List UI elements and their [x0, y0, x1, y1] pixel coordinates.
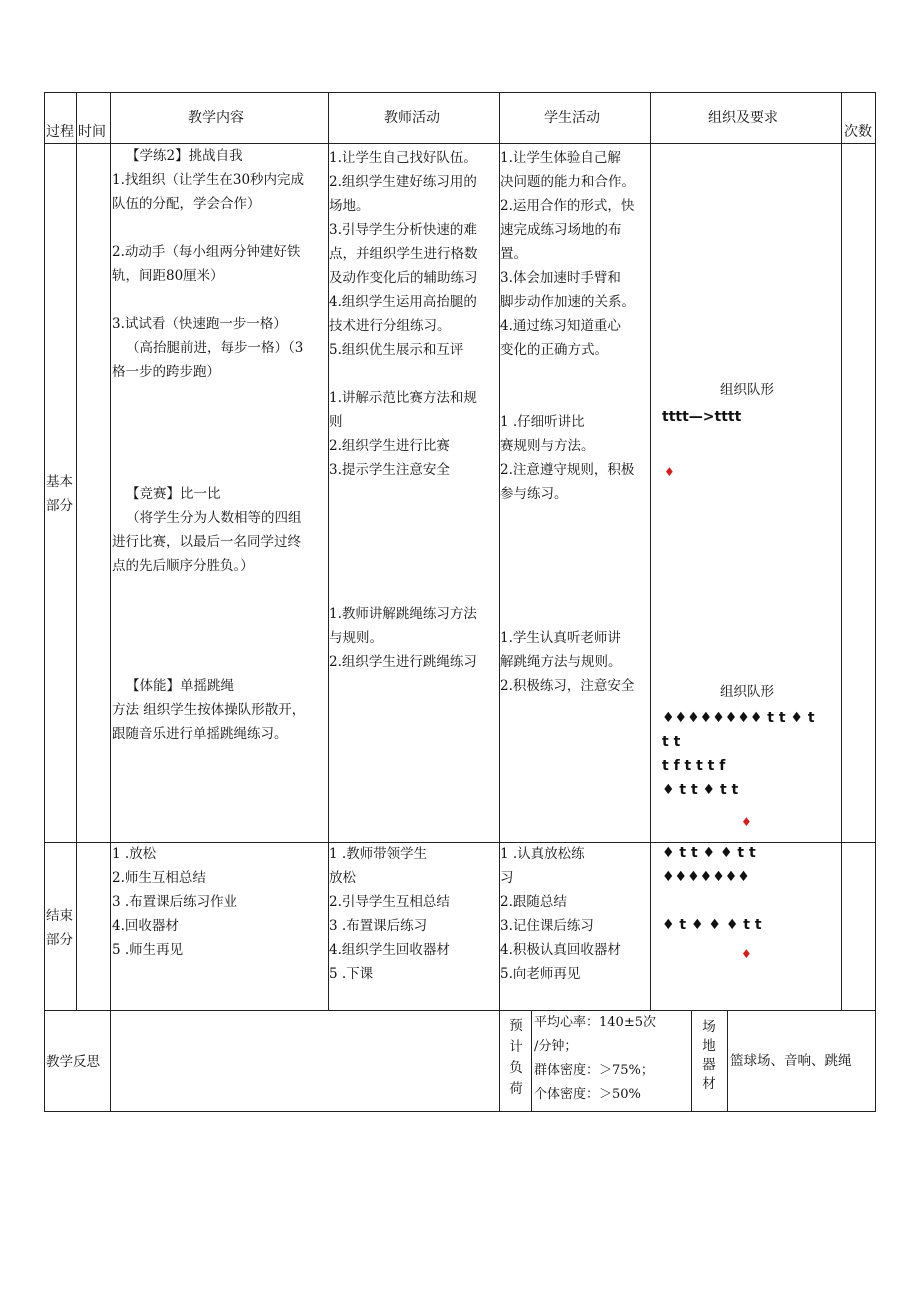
competition-line: 进行比赛，以最后一名同学过终: [112, 534, 301, 550]
student-line: 2.积极练习，注意安全: [500, 678, 635, 694]
ending-content-line: 2.师生互相总结: [112, 870, 206, 886]
basic-content-drill: [112, 144, 326, 384]
formation-row: t t: [662, 734, 681, 750]
section-ending-label: 结束部分: [46, 908, 73, 948]
venue-label: 场地器材: [702, 1019, 716, 1092]
drill-title: 【学练2】挑战自我: [126, 148, 243, 164]
teacher-line: 与规则。: [329, 630, 383, 646]
load-label: 预计负荷: [509, 1018, 523, 1097]
ending-teacher-line: 1 .教师带领学生: [329, 846, 428, 862]
header-process: 过程: [46, 124, 74, 140]
student-line: 1 .仔细听讲比: [500, 414, 585, 430]
drill-line: 3.试试看（快速跑一步一格）: [112, 316, 287, 332]
formation-row: ♦♦♦♦♦♦♦♦ t t ♦ t: [662, 710, 815, 726]
teacher-line: 4.组织学生运用高抬腿的: [329, 294, 477, 310]
student-line: 2.运用合作的形式，快: [500, 198, 635, 214]
header-count: 次数: [844, 124, 872, 140]
ending-student-line: 4.积极认真回收器材: [500, 942, 621, 958]
basic-teacher-drill: [329, 146, 499, 362]
basic-teacher-fitness: [329, 602, 499, 674]
ending-student-line: 2.跟随总结: [500, 894, 567, 910]
student-line: 3.体会加速时手臂和: [500, 270, 621, 286]
load-values: [534, 1011, 690, 1107]
ending-student: [500, 842, 650, 986]
basic-student-drill: [500, 146, 650, 362]
header-student-activity: 学生活动: [544, 110, 600, 126]
competition-line: 点的先后顺序分胜负。）: [112, 558, 254, 574]
student-line: 2.注意遵守规则，积极: [500, 462, 635, 478]
student-line: 置。: [500, 246, 527, 262]
ending-content: [112, 842, 326, 962]
load-line: 个体密度：＞50%: [534, 1087, 641, 1102]
venue-value: 篮球场、音响、跳绳: [730, 1053, 852, 1069]
section-basic-label: 基本部分: [46, 474, 73, 514]
section-reflection-label: 教学反思: [46, 1054, 100, 1070]
student-line: 1.学生认真听老师讲: [500, 630, 621, 646]
ending-student-line: 习: [500, 870, 514, 886]
formation-label-2: 组织队形: [720, 684, 774, 700]
drill-line: [112, 216, 326, 240]
teacher-line: 1.讲解示范比赛方法和规: [329, 390, 477, 406]
load-line: /分钟；: [534, 1039, 578, 1054]
basic-content-fitness: [112, 674, 326, 746]
teacher-line: 5.组织优生展示和互评: [329, 342, 464, 358]
load-line: 群体密度：＞75%；: [534, 1063, 654, 1078]
student-line: 解跳绳方法与规则。: [500, 654, 622, 670]
ending-content-line: 5 .师生再见: [112, 942, 184, 958]
formation-row: ♦♦♦♦♦♦♦: [662, 869, 750, 885]
ending-student-line: 3.记住课后练习: [500, 918, 594, 934]
lesson-plan-table: [44, 92, 876, 1112]
drill-line: 1.找组织（让学生在30秒内完成: [112, 172, 305, 188]
fitness-line: 跟随音乐进行单摇跳绳练习。: [112, 726, 288, 742]
drill-line: 2.动动手（每小组两分钟建好铁: [112, 244, 301, 260]
student-line: 参与练习。: [500, 486, 568, 502]
student-line: 决问题的能力和合作。: [500, 174, 635, 190]
teacher-line: 2.组织学生进行跳绳练习: [329, 654, 477, 670]
basic-student-fitness: [500, 626, 650, 698]
ending-content-line: 3 .布置课后练习作业: [112, 894, 238, 910]
header-time: 时间: [78, 124, 106, 140]
ending-teacher-line: 2.引导学生互相总结: [329, 894, 450, 910]
ending-content-line: 1 .放松: [112, 846, 157, 862]
drill-line: 队伍的分配，学会合作）: [112, 196, 261, 212]
formation-row: ♦ t t ♦ ♦ t t: [662, 845, 756, 861]
ending-teacher: [329, 842, 499, 986]
header-teacher-activity: 教师活动: [384, 110, 440, 126]
drill-line: （高抬腿前进，每步一格）（3: [126, 340, 304, 356]
student-line: 速完成练习场地的布: [500, 222, 622, 238]
header-content: 教学内容: [188, 110, 244, 126]
formation-row: [662, 889, 762, 913]
basic-teacher-competition: [329, 386, 499, 482]
teacher-line: 场地。: [329, 198, 370, 214]
formation-diagram-2: [662, 706, 815, 802]
teacher-line: 技术进行分组练习。: [329, 318, 451, 334]
student-line: 4.通过练习知道重心: [500, 318, 621, 334]
ending-formation-diagram: [662, 841, 762, 937]
teacher-line: 点，并组织学生进行格数: [329, 246, 478, 262]
teacher-line: 则: [329, 414, 343, 430]
competition-line: （将学生分为人数相等的四组: [126, 510, 302, 526]
teacher-line: 1.教师讲解跳绳练习方法: [329, 606, 477, 622]
ending-student-line: 5.向老师再见: [500, 966, 581, 982]
fitness-line: 方法 组织学生按体操队形散开，: [112, 702, 306, 718]
formation-row: ♦ t t ♦ t t: [662, 782, 739, 798]
student-line: 变化的正确方式。: [500, 342, 608, 358]
teacher-line: 1.让学生自己找好队伍。: [329, 150, 477, 166]
fitness-title: 【体能】单摇跳绳: [126, 678, 234, 694]
student-line: 赛规则与方法。: [500, 438, 595, 454]
header-organization: 组织及要求: [708, 110, 778, 126]
student-line: 脚步动作加速的关系。: [500, 294, 635, 310]
teacher-position-icon: ♦: [741, 815, 752, 829]
competition-title: 【竞赛】比一比: [126, 486, 221, 502]
load-line: 平均心率：140±5次: [534, 1015, 656, 1030]
drill-line: [112, 288, 326, 312]
ending-teacher-line: 5 .下课: [329, 966, 374, 982]
formation-row: t f t t t f: [662, 758, 726, 774]
teacher-line: 3.引导学生分析快速的难: [329, 222, 477, 238]
teacher-line: 2.组织学生建好练习用的: [329, 174, 477, 190]
basic-student-competition: [500, 410, 650, 506]
teacher-position-icon: ♦: [664, 465, 675, 479]
teacher-line: 及动作变化后的辅助练习: [329, 270, 478, 286]
teacher-line: 2.组织学生进行比赛: [329, 438, 450, 454]
ending-teacher-line: 3 .布置课后练习: [329, 918, 428, 934]
formation-label-1: 组织队形: [720, 382, 774, 398]
formation-diagram-1: tttt—>tttt: [662, 409, 742, 425]
ending-teacher-line: 4.组织学生回收器材: [329, 942, 450, 958]
formation-row: ♦ t ♦ ♦ ♦ t t: [662, 917, 762, 933]
drill-line: 格一步的跨步跑）: [112, 364, 220, 380]
drill-line: 轨，间距80厘米）: [112, 268, 224, 284]
ending-content-line: 4.回收器材: [112, 918, 179, 934]
basic-content-competition: [112, 482, 326, 578]
teacher-line: 3.提示学生注意安全: [329, 462, 450, 478]
student-line: 1.让学生体验自己解: [500, 150, 621, 166]
ending-teacher-line: 放松: [329, 870, 356, 886]
teacher-position-icon: ♦: [741, 947, 752, 961]
ending-student-line: 1 .认真放松练: [500, 846, 585, 862]
